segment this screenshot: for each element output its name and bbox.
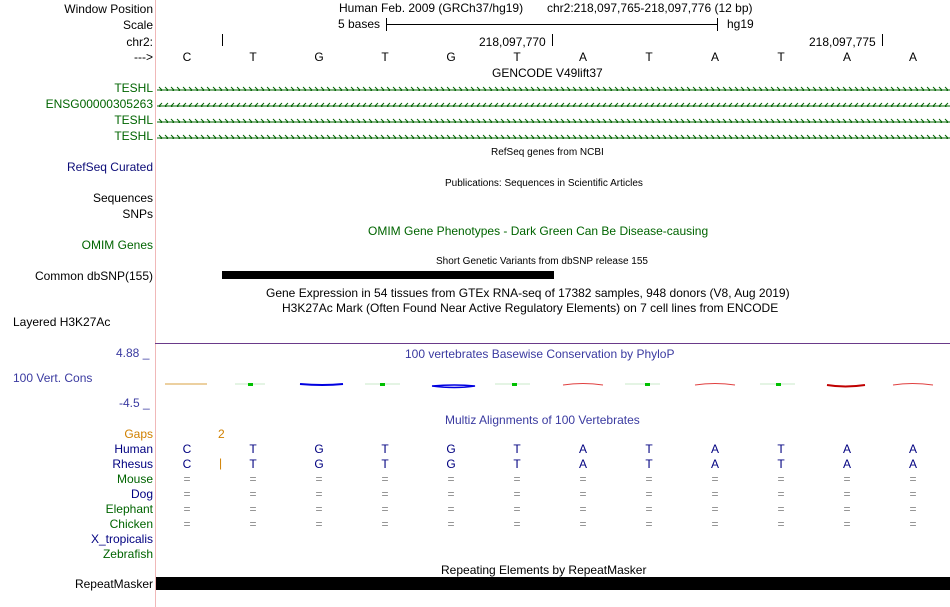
alignment-base: = (777, 472, 785, 486)
alignment-base: = (777, 502, 785, 516)
gencode-track-title: GENCODE V49lift37 (492, 66, 603, 80)
alignment-base: T (381, 457, 389, 471)
base-letter: G (446, 50, 456, 64)
phylop-segment (512, 383, 517, 386)
alignment-base: T (381, 442, 389, 456)
alignment-base: A (842, 457, 851, 471)
alignment-base: = (447, 517, 455, 531)
alignment-base: = (513, 502, 521, 516)
phylop-segment (563, 384, 603, 386)
alignment-base: = (645, 487, 653, 501)
gtex-track-title: Gene Expression in 54 tissues from GTEx RNA-seq of 17382 samples, 948 donors (V8, Aug 2019) (266, 286, 790, 300)
alignment-base: = (909, 487, 917, 501)
species-label[interactable]: Chicken (109, 517, 153, 531)
alignment-base: C (182, 457, 192, 471)
species-label[interactable]: Mouse (116, 472, 153, 486)
alignment-base: A (578, 442, 587, 456)
gencode-track-label[interactable]: TESHL (114, 81, 153, 95)
phylop-track-label[interactable]: 100 Vert. Cons (13, 371, 93, 385)
base-letter: A (842, 50, 851, 64)
alignment-base: = (249, 487, 257, 501)
alignment-base: = (711, 502, 719, 516)
gencode-transcript-line[interactable] (157, 115, 950, 123)
alignment-base: = (711, 472, 719, 486)
alignment-base: = (645, 517, 653, 531)
alignment-base: = (315, 517, 323, 531)
alignment-base: = (249, 472, 257, 486)
alignment-base: = (447, 487, 455, 501)
alignment-base: = (711, 487, 719, 501)
phylop-segment (645, 383, 650, 386)
alignment-base: = (513, 472, 521, 486)
alignment-base: = (447, 472, 455, 486)
gencode-transcript-line[interactable] (157, 83, 950, 91)
alignment-base: A (710, 457, 719, 471)
chrom-label: chr2: (126, 35, 153, 49)
species-label[interactable]: X_tropicalis (90, 532, 153, 546)
alignment-base: = (315, 487, 323, 501)
alignment-base: = (843, 517, 851, 531)
alignment-base: = (579, 502, 587, 516)
alignment-base: = (579, 472, 587, 486)
omim-track-title: OMIM Gene Phenotypes - Dark Green Can Be Disease-causing (368, 224, 709, 238)
alignment-base: T (645, 457, 653, 471)
base-letter: T (645, 50, 653, 64)
alignment-base: = (579, 517, 587, 531)
scale-bar-right-end (717, 18, 718, 31)
base-letter: C (182, 50, 192, 64)
repeatmasker-track-label[interactable]: RepeatMasker (74, 577, 153, 591)
scale-text: 5 bases (338, 17, 381, 31)
alignment-base: A (908, 442, 917, 456)
species-label[interactable]: Human (114, 442, 153, 456)
base-letter: A (578, 50, 587, 64)
label-column-divider (155, 0, 156, 607)
phylop-wiggle[interactable] (155, 376, 950, 392)
base-letter: T (513, 50, 521, 64)
coord-label-b: 218,097,775 (809, 35, 876, 49)
rhesus-insertion-mark: | (219, 456, 223, 470)
omim-track-label[interactable]: OMIM Genes (81, 238, 153, 252)
alignment-base: = (645, 502, 653, 516)
phylop-segment (827, 385, 865, 387)
alignment-base: = (183, 517, 191, 531)
scale-label: Scale (122, 18, 153, 32)
multiz-gaps-label: Gaps (124, 427, 153, 441)
alignment-base: = (909, 517, 917, 531)
species-label[interactable]: Zebrafish (102, 547, 153, 561)
alignment-base: = (843, 487, 851, 501)
alignment-base: = (909, 502, 917, 516)
alignment-base: T (777, 442, 785, 456)
alignment-base: = (381, 472, 389, 486)
assembly-title: Human Feb. 2009 (GRCh37/hg19) (339, 1, 524, 15)
alignment-base: A (908, 457, 917, 471)
alignment-base: G (314, 457, 324, 471)
alignment-base: G (446, 442, 456, 456)
alignment-base: = (183, 472, 191, 486)
base-letter: T (249, 50, 257, 64)
dbsnp-track-title: Short Genetic Variants from dbSNP release 155 (436, 256, 648, 267)
base-letter: T (381, 50, 389, 64)
alignment-base: A (578, 457, 587, 471)
phylop-segment (695, 384, 735, 386)
refseq-track-title: RefSeq genes from NCBI (491, 147, 604, 158)
species-label[interactable]: Rhesus (112, 457, 153, 471)
gencode-track-label[interactable]: TESHL (114, 113, 153, 127)
multiz-gaps-value: 2 (218, 427, 225, 441)
h3k27ac-track-title: H3K27Ac Mark (Often Found Near Active Regulatory Elements) on 7 cell lines from ENCODE (282, 301, 779, 315)
scale-bar (386, 24, 718, 25)
pubs-track-title: Publications: Sequences in Scientific Articles (445, 178, 643, 189)
pubs-sequences-label[interactable]: Sequences (92, 191, 153, 205)
position-readout: chr2:218,097,765-218,097,776 (12 bp) (547, 1, 753, 15)
alignment-base: T (513, 442, 521, 456)
h3k27ac-track-label[interactable]: Layered H3K27Ac (13, 315, 111, 329)
alignment-base: = (645, 472, 653, 486)
base-letter: A (908, 50, 917, 64)
gencode-transcript-line[interactable] (157, 131, 950, 139)
alignment-base: = (909, 472, 917, 486)
track-divider (155, 343, 950, 344)
ruler-tick (882, 34, 883, 46)
alignment-base: C (182, 442, 192, 456)
db-label: hg19 (727, 17, 754, 31)
alignment-base: G (314, 442, 324, 456)
phylop-max-label: 4.88 _ (116, 346, 150, 360)
phylop-segment (776, 383, 781, 386)
ruler-tick (552, 34, 553, 46)
alignment-base: = (513, 487, 521, 501)
alignment-base: = (381, 502, 389, 516)
gencode-transcript-line[interactable] (157, 99, 950, 107)
alignment-base: T (777, 457, 785, 471)
alignment-base: = (777, 487, 785, 501)
alignment-base: = (183, 502, 191, 516)
alignment-base: = (315, 502, 323, 516)
alignment-base: T (645, 442, 653, 456)
alignment-base: A (842, 442, 851, 456)
window-position-label: Window Position (64, 2, 153, 16)
scale-bar-left-end (386, 18, 387, 31)
multiz-track-title: Multiz Alignments of 100 Vertebrates (445, 413, 640, 427)
alignment-base: = (711, 517, 719, 531)
repeatmasker-element-bar[interactable] (156, 577, 950, 590)
species-label[interactable]: Dog (130, 487, 153, 501)
alignment-base: = (447, 502, 455, 516)
base-letter: T (777, 50, 785, 64)
alignment-base: = (249, 517, 257, 531)
alignment-base: = (249, 502, 257, 516)
alignment-base: = (777, 517, 785, 531)
strand-label[interactable]: ---> (134, 50, 153, 64)
pubs-snps-label[interactable]: SNPs (122, 207, 153, 221)
phylop-track-title: 100 vertebrates Basewise Conservation by PhyloP (405, 347, 675, 361)
alignment-base: T (249, 442, 257, 456)
alignment-base: = (381, 487, 389, 501)
refseq-track-label[interactable]: RefSeq Curated (66, 160, 153, 174)
alignment-base: = (579, 487, 587, 501)
alignment-base: = (843, 502, 851, 516)
phylop-segment (893, 384, 933, 386)
phylop-segment (248, 383, 253, 386)
phylop-segment (380, 383, 385, 386)
repeatmasker-track-title: Repeating Elements by RepeatMasker (441, 563, 647, 577)
alignment-base: = (843, 472, 851, 486)
phylop-segment (300, 384, 343, 385)
ruler-tick (222, 34, 223, 46)
dbsnp-track-label[interactable]: Common dbSNP(155) (34, 269, 153, 283)
phylop-min-label: -4.5 _ (119, 396, 150, 410)
species-label[interactable]: Elephant (105, 502, 153, 516)
base-letter: A (710, 50, 719, 64)
alignment-base: T (513, 457, 521, 471)
coord-label-a: 218,097,770 (479, 35, 546, 49)
alignment-base: T (249, 457, 257, 471)
alignment-base: = (381, 517, 389, 531)
dbsnp-variant-bar[interactable] (222, 271, 554, 279)
base-letter: G (314, 50, 324, 64)
alignment-base: A (710, 442, 719, 456)
gencode-track-label[interactable]: ENSG00000305263 (45, 97, 153, 111)
alignment-base: G (446, 457, 456, 471)
gencode-track-label[interactable]: TESHL (114, 129, 153, 143)
phylop-segment (432, 385, 475, 388)
alignment-base: = (183, 487, 191, 501)
alignment-base: = (513, 517, 521, 531)
alignment-base: = (315, 472, 323, 486)
